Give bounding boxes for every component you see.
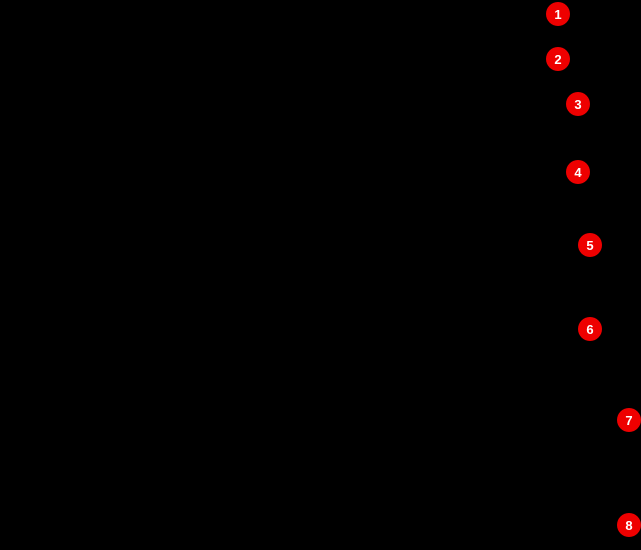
marker-label: 2 (554, 51, 562, 67)
marker-label: 5 (586, 237, 594, 253)
marker-2[interactable] (546, 47, 570, 71)
marker-1[interactable] (546, 2, 570, 26)
marker-4[interactable] (566, 160, 590, 184)
marker-label: 7 (625, 412, 633, 428)
marker-6[interactable] (578, 317, 602, 341)
marker-8[interactable] (617, 513, 641, 537)
marker-7[interactable] (617, 408, 641, 432)
marker-label: 4 (574, 164, 582, 180)
marker-label: 1 (554, 6, 562, 22)
marker-5[interactable] (578, 233, 602, 257)
marker-3[interactable] (566, 92, 590, 116)
marker-label: 6 (586, 321, 594, 337)
marker-label: 3 (574, 96, 582, 112)
marker-label: 8 (625, 517, 633, 533)
